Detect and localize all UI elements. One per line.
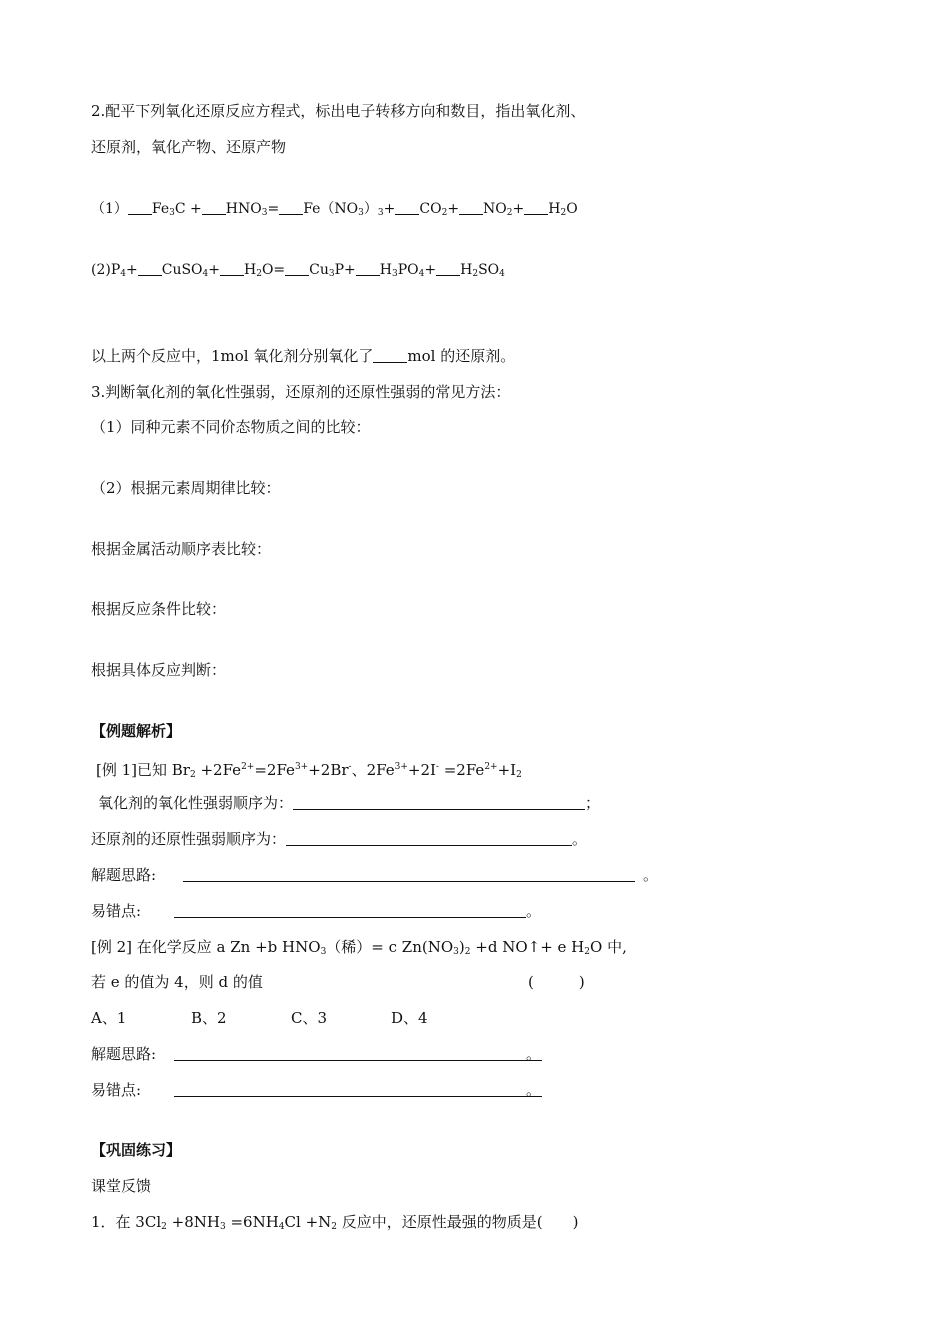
eq2-cu: Cu: [309, 262, 329, 278]
ex2-text: +d NO↑+ e H: [470, 938, 585, 956]
idea-label: 解题思路:: [91, 866, 157, 884]
blank-7[interactable]: [138, 261, 162, 276]
ex2-text: ): [458, 938, 465, 956]
summary-blank[interactable]: [373, 348, 407, 363]
eq1-co: CO: [419, 201, 442, 217]
ex1-text: =2Fe: [438, 761, 485, 779]
ex1-text: =2Fe: [254, 761, 295, 779]
eq2-p: P+: [334, 262, 356, 278]
eq2-sub: 3: [392, 269, 398, 279]
oxidizer-end: ；: [585, 794, 601, 812]
q3-title: 3.判断氧化剂的氧化性强弱，还原剂的还原性强弱的常见方法：: [91, 383, 511, 401]
ex2-sub: 3: [320, 947, 327, 957]
eq1-plus: +: [383, 201, 396, 217]
practice-heading: 【巩固练习】: [91, 1141, 182, 1159]
eq1-no: NO: [483, 201, 507, 217]
blank-10[interactable]: [356, 261, 380, 276]
ex1-text: +2I: [407, 761, 436, 779]
eq2-sub: 3: [328, 269, 335, 279]
blank-2[interactable]: [202, 200, 226, 215]
equation-1: [91, 199, 578, 223]
eq2-label: (2)P: [91, 262, 121, 278]
eq1-sub: 3: [169, 208, 175, 218]
error-answer-line-2[interactable]: [174, 1082, 542, 1097]
option-a[interactable]: A、1: [91, 1009, 127, 1027]
option-d[interactable]: D、4: [391, 1009, 428, 1027]
error-line-1: [91, 901, 541, 921]
pq1-text: 反应中，还原性最强的物质是( ): [337, 1213, 579, 1231]
eq1-label: （1）: [91, 201, 128, 217]
idea-line-2: [91, 1044, 541, 1064]
ex1-sup: -: [348, 762, 352, 772]
eq2-plus: +: [126, 262, 138, 278]
ex1-sub: 2: [189, 770, 196, 780]
example-2-line-2: [91, 972, 585, 992]
eq1-sub: 2: [560, 208, 567, 218]
ex1-sub: 2: [516, 770, 522, 780]
eq1-sub: 2: [506, 208, 513, 218]
ex2-sub: 2: [584, 947, 590, 957]
blank-1[interactable]: [128, 200, 152, 215]
pq1-sub: 2: [331, 1222, 338, 1232]
blank-5[interactable]: [459, 200, 483, 215]
blank-8[interactable]: [220, 261, 244, 276]
ex2-question: 若 e 的值为 4，则 d 的值: [91, 973, 263, 991]
eq2-plus: +: [208, 262, 220, 278]
example-2-line-1: [91, 937, 627, 962]
pq1-text: 1．在 3Cl: [91, 1213, 162, 1231]
examples-heading: 【例题解析】: [91, 722, 182, 740]
eq1-h: H: [548, 201, 561, 217]
q2-line1: 2.配平下列氧化还原反应方程式，标出电子转移方向和数目，指出氧化剂、: [91, 102, 586, 120]
pq1-sub: 2: [161, 1222, 167, 1232]
eq1-sub: 3: [261, 208, 268, 218]
eq2-po: PO: [397, 262, 419, 278]
error-end-2: 。: [526, 1081, 542, 1099]
ex2-text: （稀）= c Zn(NO: [326, 938, 454, 956]
q2-line2: 还原剂，氧化产物、还原产物: [91, 138, 287, 156]
ex1-text: +I: [497, 761, 517, 779]
blank-9[interactable]: [285, 261, 309, 276]
q3-method-3: 根据金属活动顺序表比较：: [91, 540, 272, 558]
idea-answer-line-2[interactable]: [174, 1046, 542, 1061]
ex1-sup: 3+: [394, 762, 408, 772]
eq2-h: H: [460, 262, 473, 278]
idea-end-2: 。: [526, 1045, 542, 1063]
ex1-sup: -: [435, 762, 439, 772]
ex1-text: [例 1]已知 Br: [96, 761, 190, 779]
ex2-sub: 3: [453, 947, 459, 957]
eq1-sub: 2: [441, 208, 448, 218]
eq2-cuso: CuSO: [161, 262, 203, 278]
eq2-sub: 4: [418, 269, 425, 279]
eq1-paren: ）: [363, 201, 378, 217]
eq1-fe: Fe: [151, 201, 170, 217]
option-c[interactable]: C、3: [291, 1009, 328, 1027]
eq1-plus: +: [447, 201, 460, 217]
pq1-sub: 4: [278, 1222, 285, 1232]
practice-q1: [91, 1212, 579, 1237]
eq2-h: H: [379, 262, 393, 278]
equation-2: [91, 260, 505, 284]
ex1-text: +2Br: [308, 761, 349, 779]
eq1-hno: HNO: [225, 201, 262, 217]
pq1-sub: 3: [219, 1222, 226, 1232]
q3-method-4: 根据反应条件比较：: [91, 600, 227, 618]
error-line-2: [91, 1080, 541, 1100]
eq1-eq: =: [267, 201, 280, 217]
q3-method-2: （2）根据元素周期律比较：: [91, 479, 281, 497]
summary-text: 以上两个反应中，1mol 氧化剂分别氧化了: [91, 347, 374, 365]
eq1-c: C +: [174, 201, 202, 217]
blank-3[interactable]: [279, 200, 303, 215]
reducer-answer-line[interactable]: [286, 831, 572, 846]
ex2-text: O 中,: [590, 938, 627, 956]
blank-4[interactable]: [395, 200, 419, 215]
eq2-so: SO: [478, 262, 500, 278]
pq1-text: +8NH: [166, 1213, 220, 1231]
eq2-h: H: [244, 262, 257, 278]
oxidizer-label: 氧化剂的氧化性强弱顺序为：: [98, 794, 294, 812]
ex1-text: 、2Fe: [351, 761, 395, 779]
eq1-sub: 3: [377, 208, 384, 218]
ex1-sup: 2+: [241, 762, 255, 772]
eq2-sub: 4: [120, 269, 126, 279]
oxidizer-answer-line[interactable]: [293, 795, 585, 810]
ex1-text: +2Fe: [195, 761, 242, 779]
example-1: [96, 757, 522, 785]
practice-subheading: 课堂反馈: [91, 1177, 152, 1195]
ex2-sub: 2: [464, 947, 471, 957]
eq2-sub: 4: [202, 269, 209, 279]
oxidizer-order-line: [98, 793, 600, 813]
option-b[interactable]: B、2: [191, 1009, 227, 1027]
idea-answer-line[interactable]: [183, 867, 635, 882]
ex1-sup: 3+: [294, 762, 309, 772]
error-end: 。: [526, 902, 542, 920]
q3-method-1: （1）同种元素不同价态物质之间的比较：: [91, 418, 371, 436]
blank-6[interactable]: [524, 200, 548, 215]
pq1-text: =6NH: [225, 1213, 279, 1231]
error-label-2: 易错点:: [91, 1081, 142, 1099]
summary-text-end: mol 的还原剂。: [407, 347, 516, 365]
eq2-sub: 4: [499, 269, 505, 279]
eq2-plus: +: [424, 262, 437, 278]
reducer-label: 还原剂的还原性强弱顺序为：: [91, 830, 287, 848]
idea-end: 。: [643, 866, 659, 884]
ex2-options: [91, 1008, 428, 1028]
eq1-o: O: [566, 201, 578, 217]
ex2-text: [例 2] 在化学反应 a Zn +b HNO: [91, 938, 321, 956]
blank-11[interactable]: [436, 261, 460, 276]
pq1-text: Cl +N: [284, 1213, 332, 1231]
eq2-sub: 2: [256, 269, 262, 279]
q3-method-5: 根据具体反应判断：: [91, 661, 227, 679]
idea-line-1: [91, 865, 658, 885]
q2-summary: [91, 346, 515, 366]
eq1-feno: Fe（NO: [303, 201, 359, 217]
eq2-sub: 2: [472, 269, 479, 279]
ex1-sup: 2+: [484, 762, 498, 772]
eq1-plus: +: [512, 201, 525, 217]
reducer-end: 。: [572, 830, 588, 848]
idea-label-2: 解题思路:: [91, 1045, 157, 1063]
reducer-order-line: [91, 829, 587, 849]
answer-paren[interactable]: ( ): [528, 973, 585, 991]
eq1-sub: 3: [358, 208, 364, 218]
eq2-o: O=: [261, 262, 286, 278]
error-answer-line[interactable]: [174, 903, 526, 918]
error-label: 易错点:: [91, 902, 142, 920]
